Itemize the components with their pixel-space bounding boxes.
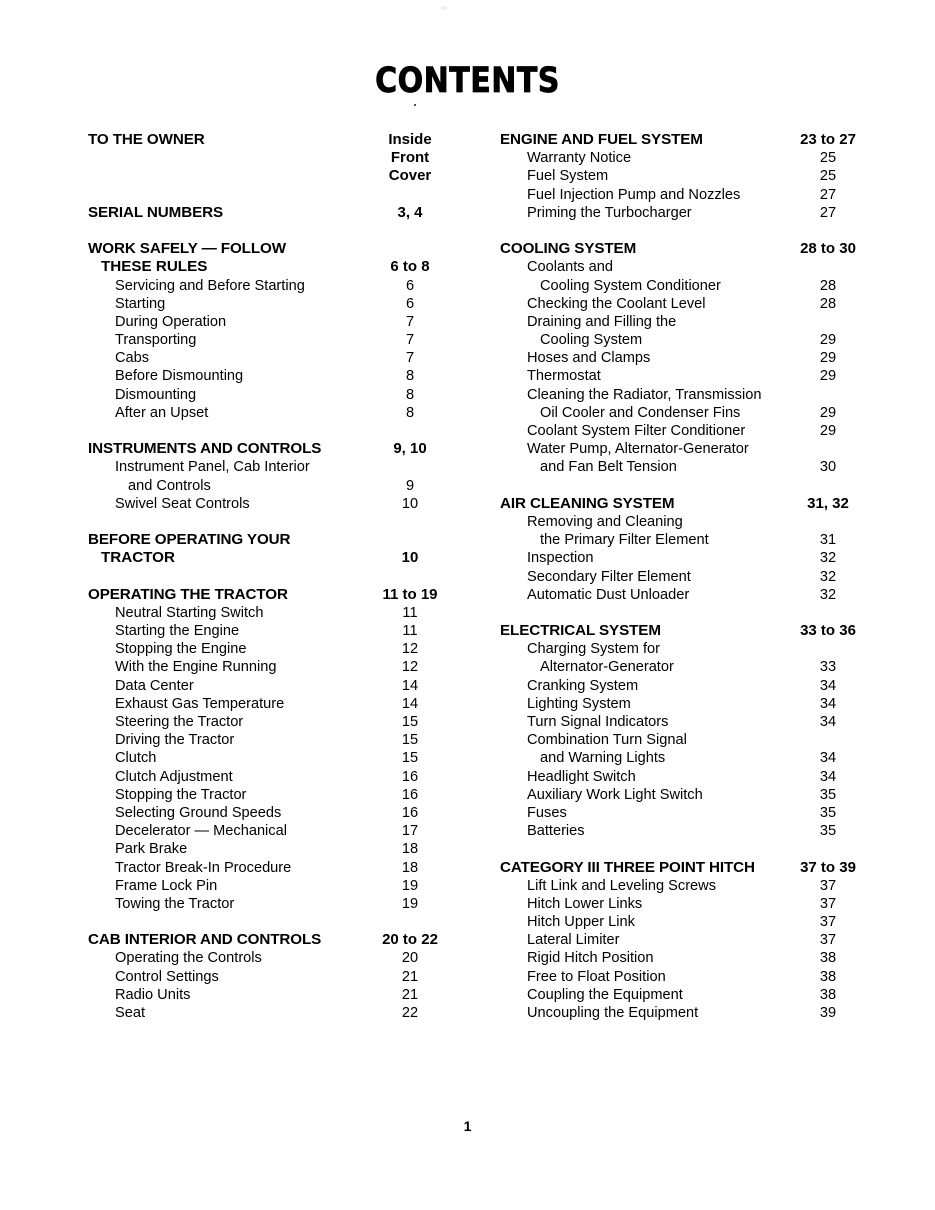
toc-section-label: CAB INTERIOR AND CONTROLS — [88, 931, 322, 949]
section-gap — [88, 186, 440, 204]
toc-entry-row[interactable] — [88, 477, 440, 495]
toc-entry-row[interactable] — [88, 786, 440, 804]
toc-entry-row[interactable] — [500, 204, 858, 222]
toc-page-number: 6 — [405, 295, 415, 312]
toc-entry-row[interactable] — [88, 949, 440, 967]
section-gap — [500, 222, 858, 240]
toc-entry-row[interactable] — [500, 295, 858, 313]
toc-entry-row[interactable] — [500, 677, 858, 695]
toc-entry-row[interactable] — [88, 313, 440, 331]
toc-page-number: 35 — [819, 804, 837, 821]
toc-page-number: 28 — [819, 277, 837, 294]
toc-entry-row[interactable] — [500, 568, 858, 586]
toc-entry-label: Radio Units — [115, 986, 191, 1003]
toc-entry-label: Steering the Tractor — [115, 714, 244, 730]
section-gap — [88, 422, 440, 440]
toc-entry-label: Tractor Break-In Procedure — [115, 859, 292, 876]
toc-entry-row[interactable] — [500, 586, 858, 604]
toc-entry-label: the Primary Filter Element — [540, 532, 709, 549]
toc-entry-row[interactable] — [500, 404, 858, 422]
toc-section-row[interactable] — [88, 586, 440, 604]
toc-page-number: 37 — [819, 895, 837, 912]
toc-section-label: AIR CLEANING SYSTEM — [500, 494, 675, 512]
toc-page-number: 11 — [402, 604, 418, 621]
toc-page-number: 7 — [405, 350, 415, 367]
toc-entry-row[interactable] — [88, 859, 440, 877]
toc-entry-label: Cranking System — [527, 677, 639, 694]
toc-page-number: 11 to 19 — [382, 585, 438, 603]
toc-entry-row[interactable] — [500, 913, 858, 931]
toc-page-number: 38 — [819, 968, 837, 985]
toc-page-number: 16 — [401, 804, 419, 821]
toc-entry-label: Starting the Engine — [115, 623, 240, 640]
toc-page-number: 30 — [819, 459, 837, 476]
toc-entry-row[interactable] — [88, 495, 440, 513]
toc-entry-label: Starting — [115, 295, 166, 312]
toc-entry-label: Combination Turn Signal — [527, 732, 687, 749]
toc-entry-row[interactable] — [88, 804, 440, 822]
toc-page-number: 8 — [405, 404, 415, 421]
toc-page-number: 15 — [401, 714, 419, 730]
toc-page-number: Front — [390, 149, 430, 167]
toc-entry-row[interactable] — [88, 840, 440, 858]
toc-entry-label: Clutch — [115, 750, 157, 767]
toc-entry-label: Data Center — [115, 677, 194, 694]
toc-entry-label: Coupling the Equipment — [527, 986, 683, 1003]
toc-entry-row[interactable] — [500, 1004, 858, 1022]
toc-entry-label: Hitch Lower Links — [527, 895, 643, 912]
toc-page-number: 16 — [401, 786, 419, 803]
toc-page-number: 34 — [819, 750, 837, 767]
toc-entry-label: Hoses and Clamps — [527, 350, 651, 367]
toc-entry-label: Oil Cooler and Condenser Fins — [540, 404, 741, 421]
toc-entry-label: Frame Lock Pin — [115, 877, 218, 894]
toc-entry-label: Transporting — [115, 332, 197, 349]
toc-entry-label: Clutch Adjustment — [115, 768, 233, 785]
toc-entry-label: Free to Float Position — [527, 968, 666, 985]
toc-entry-row[interactable] — [500, 949, 858, 967]
toc-entry-row[interactable] — [88, 149, 440, 167]
section-gap — [88, 913, 440, 931]
toc-entry-row[interactable] — [88, 367, 440, 385]
toc-page-number: 23 to 27 — [800, 131, 856, 148]
toc-entry-row[interactable] — [500, 549, 858, 567]
toc-page-number: 12 — [401, 659, 419, 676]
section-gap — [88, 222, 440, 240]
toc-page-number: 10 — [401, 495, 419, 512]
toc-entry-row[interactable] — [88, 458, 440, 476]
toc-entry-row[interactable] — [500, 877, 858, 895]
toc-section-label: WORK SAFELY — FOLLOW — [88, 240, 286, 258]
toc-entry-row[interactable] — [88, 386, 440, 404]
toc-entry-label: Rigid Hitch Position — [527, 950, 654, 967]
toc-entry-row[interactable] — [88, 822, 440, 840]
toc-page-number: 17 — [401, 823, 419, 840]
toc-section-label: TRACTOR — [101, 549, 175, 567]
toc-entry-label: and Warning Lights — [540, 750, 666, 767]
toc-entry-row[interactable] — [500, 440, 858, 458]
toc-section-row[interactable] — [88, 931, 440, 949]
toc-entry-label: Stopping the Engine — [115, 641, 247, 658]
toc-entry-label: Headlight Switch — [527, 768, 636, 785]
toc-page-number: 34 — [819, 677, 837, 694]
toc-entry-row[interactable] — [88, 658, 440, 676]
toc-section-row[interactable] — [88, 240, 440, 258]
toc-entry-label: Before Dismounting — [115, 368, 244, 385]
toc-entry-row[interactable] — [88, 677, 440, 695]
toc-entry-row[interactable] — [500, 513, 858, 531]
toc-page-number: 20 to 22 — [382, 931, 438, 949]
toc-page-number: 33 to 36 — [800, 622, 856, 640]
toc-entry-row[interactable] — [500, 531, 858, 549]
toc-entry-label: Neutral Starting Switch — [115, 604, 264, 621]
toc-entry-label: Dismounting — [115, 386, 197, 403]
toc-page-number: 6 to 8 — [390, 258, 430, 276]
toc-entry-label: Lateral Limiter — [527, 932, 620, 949]
toc-entry-row[interactable] — [88, 877, 440, 895]
toc-entry-label: Alternator-Generator — [540, 659, 674, 676]
toc-section-row[interactable] — [500, 859, 858, 877]
toc-page-number: 37 — [819, 914, 837, 931]
toc-entry-label: Instrument Panel, Cab Interior — [115, 459, 310, 476]
toc-entry-row[interactable] — [500, 367, 858, 385]
toc-entry-row[interactable] — [500, 167, 858, 185]
toc-page-number: 29 — [819, 423, 837, 439]
toc-entry-label: With the Engine Running — [115, 659, 277, 676]
toc-entry-row[interactable] — [500, 386, 858, 404]
toc-entry-row[interactable] — [500, 186, 858, 204]
toc-entry-row[interactable] — [500, 822, 858, 840]
toc-page-number: 28 — [819, 295, 837, 312]
toc-page-number: 8 — [405, 386, 415, 403]
toc-page-number: 37 — [819, 932, 837, 949]
toc-page-number: 27 — [819, 204, 837, 221]
toc-entry-label: Turn Signal Indicators — [527, 714, 669, 730]
toc-entry-row[interactable] — [88, 768, 440, 786]
section-gap — [88, 513, 440, 531]
toc-entry-row[interactable] — [500, 422, 858, 440]
toc-entry-label: Priming the Turbocharger — [527, 204, 692, 221]
toc-entry-label: Coolant System Filter Conditioner — [527, 423, 746, 439]
toc-page-number: 14 — [401, 677, 419, 694]
toc-page-number: 37 to 39 — [800, 858, 856, 876]
scan-artifact-dot — [414, 104, 416, 106]
toc-entry-row[interactable] — [500, 786, 858, 804]
toc-page-number: 11 — [402, 623, 418, 640]
toc-entry-label: During Operation — [115, 313, 227, 330]
toc-entry-label: Removing and Cleaning — [527, 513, 683, 530]
toc-page-number: 7 — [405, 313, 415, 330]
toc-section-row[interactable] — [88, 258, 440, 276]
toc-entry-row[interactable] — [88, 986, 440, 1004]
toc-entry-row[interactable] — [88, 604, 440, 622]
toc-section-label: TO THE OWNER — [88, 131, 205, 148]
toc-page-number: 12 — [401, 641, 419, 658]
toc-entry-label: Fuses — [527, 804, 567, 821]
toc-entry-label: Servicing and Before Starting — [115, 277, 305, 294]
toc-page-number: 29 — [819, 350, 837, 367]
toc-entry-label: Lighting System — [527, 695, 631, 712]
toc-entry-label: Stopping the Tractor — [115, 786, 247, 803]
toc-entry-label: After an Upset — [115, 404, 209, 421]
toc-page-number: 31 — [819, 532, 837, 549]
toc-entry-row[interactable] — [500, 749, 858, 767]
toc-entry-row[interactable] — [88, 713, 440, 731]
toc-page-number: 9, 10 — [393, 440, 427, 458]
toc-page-number: 27 — [819, 186, 837, 203]
toc-entry-row[interactable] — [500, 768, 858, 786]
toc-entry-label: and Fan Belt Tension — [540, 459, 677, 476]
toc-section-label: THESE RULES — [101, 258, 208, 276]
toc-entry-row[interactable] — [500, 931, 858, 949]
toc-entry-row[interactable] — [88, 968, 440, 986]
toc-entry-label: Coolants and — [527, 259, 614, 276]
toc-entry-row[interactable] — [88, 749, 440, 767]
toc-entry-row[interactable] — [88, 331, 440, 349]
toc-entry-row[interactable] — [500, 986, 858, 1004]
toc-entry-label: Hitch Upper Link — [527, 914, 635, 931]
toc-entry-label: Driving the Tractor — [115, 732, 235, 749]
toc-section-row[interactable] — [500, 495, 858, 513]
toc-entry-label: Control Settings — [115, 968, 219, 985]
toc-page-number: 15 — [401, 732, 419, 749]
toc-entry-row[interactable] — [500, 458, 858, 476]
toc-page-number: 34 — [819, 768, 837, 785]
toc-entry-label: Seat — [115, 1005, 146, 1021]
toc-page-number: 19 — [401, 877, 419, 894]
toc-page-number: 32 — [819, 568, 837, 585]
toc-page-number: 29 — [819, 368, 837, 385]
toc-entry-row[interactable] — [500, 149, 858, 167]
toc-entry-row[interactable] — [500, 640, 858, 658]
toc-page-number: 6 — [405, 277, 415, 294]
toc-entry-label: Selecting Ground Speeds — [115, 804, 282, 821]
toc-entry-row[interactable] — [500, 713, 858, 731]
toc-section-row[interactable] — [88, 440, 440, 458]
toc-section-row[interactable] — [500, 131, 858, 149]
toc-entry-row[interactable] — [500, 658, 858, 676]
toc-entry-row[interactable] — [500, 349, 858, 367]
toc-section-label: CATEGORY III THREE POINT HITCH — [500, 858, 755, 876]
toc-entry-label: Cabs — [115, 350, 150, 367]
toc-entry-row[interactable] — [88, 349, 440, 367]
toc-page-number: 9 — [405, 477, 415, 494]
toc-page-number: 28 to 30 — [800, 240, 856, 258]
toc-page-number: 8 — [405, 368, 415, 385]
toc-page-number: 22 — [401, 1005, 419, 1021]
toc-page-number: 31, 32 — [807, 494, 849, 512]
toc-entry-label: Park Brake — [115, 841, 188, 858]
toc-entry-row[interactable] — [88, 695, 440, 713]
toc-entry-row[interactable] — [500, 895, 858, 913]
toc-entry-row[interactable] — [88, 640, 440, 658]
toc-entry-row[interactable] — [88, 167, 440, 185]
toc-section-label: BEFORE OPERATING YOUR — [88, 531, 291, 549]
toc-entry-label: Lift Link and Leveling Screws — [527, 877, 717, 894]
toc-entry-label: Fuel Injection Pump and Nozzles — [527, 186, 741, 203]
toc-page-number: 25 — [819, 150, 837, 167]
toc-entry-row[interactable] — [88, 404, 440, 422]
section-gap — [500, 840, 858, 858]
toc-entry-row[interactable] — [88, 622, 440, 640]
toc-page-number: 32 — [819, 586, 837, 603]
toc-section-row[interactable] — [88, 549, 440, 567]
toc-page-number: 39 — [819, 1005, 837, 1021]
toc-page-number: 14 — [401, 695, 419, 712]
contents-column-right — [500, 131, 858, 1022]
toc-page-number: 38 — [819, 986, 837, 1003]
toc-section-label: ELECTRICAL SYSTEM — [500, 622, 661, 640]
toc-page-number: 16 — [401, 768, 419, 785]
toc-entry-label: Charging System for — [527, 641, 661, 658]
toc-entry-row[interactable] — [500, 277, 858, 295]
toc-entry-row[interactable] — [500, 331, 858, 349]
toc-entry-label: Warranty Notice — [527, 150, 632, 167]
toc-section-row[interactable] — [500, 240, 858, 258]
toc-entry-row[interactable] — [500, 804, 858, 822]
toc-entry-row[interactable] — [500, 258, 858, 276]
toc-entry-label: Swivel Seat Controls — [115, 495, 250, 512]
toc-entry-label: Inspection — [527, 550, 594, 567]
toc-entry-label: Fuel System — [527, 168, 609, 185]
toc-page-number: 21 — [401, 968, 419, 985]
toc-entry-label: Automatic Dust Unloader — [527, 586, 690, 603]
toc-section-row[interactable] — [500, 622, 858, 640]
toc-page-number: 3, 4 — [397, 203, 423, 221]
toc-entry-row[interactable] — [88, 895, 440, 913]
toc-page-number: 20 — [401, 950, 419, 967]
toc-page-number: 33 — [819, 659, 837, 676]
toc-entry-label: Cooling System — [540, 332, 643, 349]
toc-section-label: INSTRUMENTS AND CONTROLS — [88, 440, 322, 458]
toc-page-number: Inside — [388, 131, 432, 148]
toc-entry-label: Decelerator — Mechanical — [115, 823, 287, 840]
toc-entry-row[interactable] — [500, 695, 858, 713]
toc-section-row[interactable] — [88, 131, 440, 149]
toc-page-number: 18 — [401, 859, 419, 876]
toc-entry-label: Uncoupling the Equipment — [527, 1005, 699, 1021]
toc-page-number: 29 — [819, 332, 837, 349]
contents-column-left — [88, 131, 440, 1022]
section-gap — [88, 568, 440, 586]
toc-page-number: 35 — [819, 823, 837, 840]
toc-entry-label: Checking the Coolant Level — [527, 295, 706, 312]
toc-section-row[interactable] — [88, 531, 440, 549]
toc-page-number: 35 — [819, 786, 837, 803]
toc-entry-label: Cleaning the Radiator, Transmission — [527, 386, 762, 403]
page-title: CONTENTS — [375, 61, 560, 101]
toc-page-number: 25 — [819, 168, 837, 185]
toc-entry-label: Operating the Controls — [115, 950, 262, 967]
page-folio: 1 — [463, 1118, 472, 1134]
toc-entry-label: Thermostat — [527, 368, 601, 385]
toc-entry-label: and Controls — [128, 477, 211, 494]
toc-section-label: COOLING SYSTEM — [500, 240, 637, 258]
toc-entry-label: Draining and Filling the — [527, 313, 677, 330]
toc-page-number: 34 — [819, 695, 837, 712]
toc-entry-label: Water Pump, Alternator-Generator — [527, 441, 749, 458]
toc-page-number: 18 — [401, 841, 419, 858]
section-gap — [500, 477, 858, 495]
toc-entry-label: Exhaust Gas Temperature — [115, 695, 285, 712]
toc-page-number: 32 — [819, 550, 837, 567]
toc-entry-row[interactable] — [88, 1004, 440, 1022]
toc-page-number: Cover — [388, 167, 432, 185]
scan-artifact-speck — [441, 6, 448, 10]
toc-page-number: 10 — [401, 549, 419, 567]
toc-section-label: SERIAL NUMBERS — [88, 203, 224, 221]
section-gap — [500, 604, 858, 622]
toc-page-number: 37 — [819, 877, 837, 894]
toc-entry-row[interactable] — [88, 277, 440, 295]
toc-page-number: 38 — [819, 950, 837, 967]
toc-entry-row[interactable] — [500, 968, 858, 986]
toc-page-number: 34 — [819, 714, 837, 730]
toc-section-row[interactable] — [88, 204, 440, 222]
toc-entry-label: Batteries — [527, 823, 585, 840]
toc-section-label: ENGINE AND FUEL SYSTEM — [500, 131, 703, 148]
toc-entry-label: Towing the Tractor — [115, 895, 235, 912]
toc-entry-label: Secondary Filter Element — [527, 568, 691, 585]
toc-page-number: 15 — [401, 750, 419, 767]
toc-entry-label: Cooling System Conditioner — [540, 277, 721, 294]
toc-entry-row[interactable] — [500, 731, 858, 749]
toc-entry-row[interactable] — [500, 313, 858, 331]
toc-page-number: 7 — [405, 332, 415, 349]
toc-entry-label: Auxiliary Work Light Switch — [527, 786, 703, 803]
toc-page-number: 19 — [401, 895, 419, 912]
toc-section-label: OPERATING THE TRACTOR — [88, 585, 288, 603]
toc-page-number: 29 — [819, 404, 837, 421]
toc-entry-row[interactable] — [88, 295, 440, 313]
toc-page-number: 21 — [401, 986, 419, 1003]
toc-entry-row[interactable] — [88, 731, 440, 749]
